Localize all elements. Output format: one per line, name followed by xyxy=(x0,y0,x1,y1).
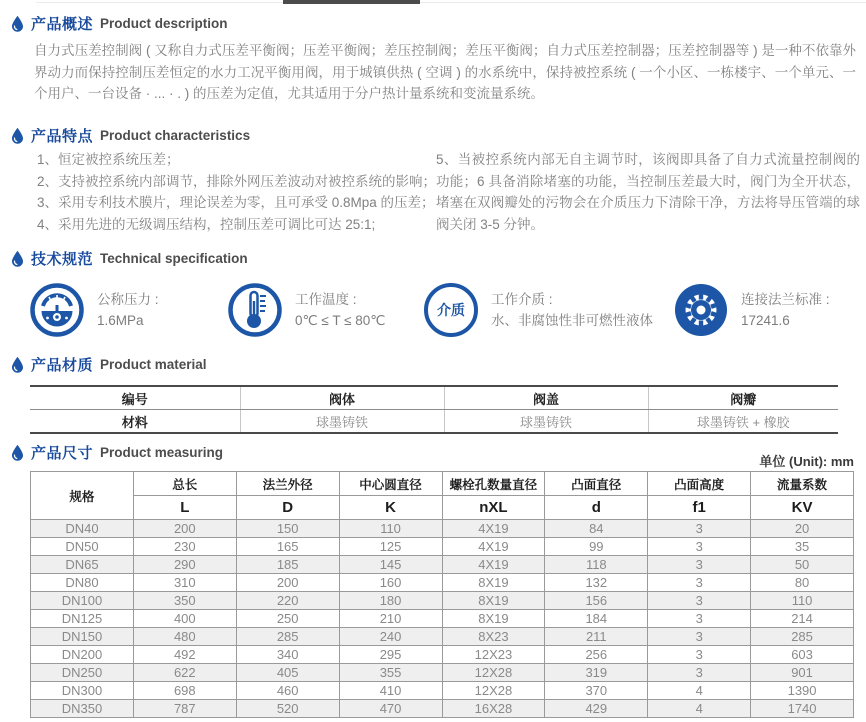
spec-value: 17241.6 xyxy=(741,313,790,328)
measuring-cell: DN65 xyxy=(31,556,134,574)
measuring-cell: 3 xyxy=(648,574,751,592)
spec-text xyxy=(491,289,653,331)
spec-text xyxy=(741,289,830,331)
table-row xyxy=(31,556,854,574)
measuring-cell: 200 xyxy=(133,520,236,538)
spec-text xyxy=(97,289,159,331)
table-row xyxy=(31,592,854,610)
measuring-cell: 150 xyxy=(236,520,339,538)
measuring-cell: 410 xyxy=(339,682,442,700)
characteristic-item: 3、采用专利技术膜片，理论误差为零，且可承受 0.8Mpa 的压差； xyxy=(37,195,435,210)
characteristic-item: 4、采用先进的无级调压结构，控制压差可调比可达 25:1; xyxy=(37,216,376,232)
measuring-cell: 787 xyxy=(133,700,236,718)
material-cell: 球墨铸铁 + 橡胶 xyxy=(648,410,838,434)
measuring-cell: 3 xyxy=(648,538,751,556)
measuring-cell: 460 xyxy=(236,682,339,700)
measuring-cell: 4X19 xyxy=(442,520,545,538)
measuring-cell: 405 xyxy=(236,664,339,682)
measuring-cell: 429 xyxy=(545,700,648,718)
table-row xyxy=(31,538,854,556)
measuring-cell: 84 xyxy=(545,520,648,538)
measuring-cell: DN125 xyxy=(31,610,134,628)
table-row xyxy=(31,682,854,700)
measuring-cell: 370 xyxy=(545,682,648,700)
measuring-table xyxy=(30,471,854,718)
measuring-cell: DN200 xyxy=(31,646,134,664)
measuring-cell: 901 xyxy=(751,664,854,682)
measuring-cell: 8X19 xyxy=(442,574,545,592)
measuring-col-header: 凸面高度 xyxy=(648,472,751,496)
section-header-measuring xyxy=(11,442,223,463)
table-row xyxy=(31,574,854,592)
table-row xyxy=(31,628,854,646)
measuring-cell: 340 xyxy=(236,646,339,664)
section-title-en: Technical specification xyxy=(100,251,248,266)
section-title-zh: 产品特点 xyxy=(31,128,94,145)
measuring-cell: 319 xyxy=(545,664,648,682)
spec-value: 1.6MPa xyxy=(97,313,144,328)
measuring-cell: 20 xyxy=(751,520,854,538)
table-row xyxy=(31,646,854,664)
table-row xyxy=(30,410,838,434)
measuring-cell: 145 xyxy=(339,556,442,574)
measuring-cell: DN100 xyxy=(31,592,134,610)
material-cell: 球墨铸铁 xyxy=(444,410,648,434)
measuring-cell: DN350 xyxy=(31,700,134,718)
measuring-cell: 16X28 xyxy=(442,700,545,718)
measuring-cell: 310 xyxy=(133,574,236,592)
measuring-cell: 8X19 xyxy=(442,610,545,628)
measuring-cell: 285 xyxy=(236,628,339,646)
measuring-cell: 132 xyxy=(545,574,648,592)
section-title-en: Product material xyxy=(100,357,207,372)
measuring-cell: 520 xyxy=(236,700,339,718)
measuring-cell: 110 xyxy=(751,592,854,610)
measuring-col-header: 流量系数 xyxy=(751,472,854,496)
overview-paragraph: 自力式压差控制阀 ( 又称自力式压差平衡阀；压差平衡阀；差压控制阀；差压平衡阀；自力式压差控制器；压差控制器等 ) 是一种不依靠外界动力而保持控制压差恒定的水力工况平衡用阀，用于城镇供热 ( 空调 ) 的水系统中，保持被控系统 ( 一个小区、一栋楼宇、一个单元、一个用户、一台设备 · ... · . ) 的压差为定值，尤其适用于分户热计量系统和变流量系统。 xyxy=(34,43,856,101)
measuring-cell: 99 xyxy=(545,538,648,556)
measuring-header-row-zh xyxy=(31,472,854,496)
spec-text xyxy=(295,289,385,331)
measuring-cell: 3 xyxy=(648,520,751,538)
measuring-cell: 350 xyxy=(133,592,236,610)
section-title-en: Product measuring xyxy=(100,445,224,460)
measuring-cell: DN40 xyxy=(31,520,134,538)
measuring-cell: 156 xyxy=(545,592,648,610)
measuring-cell: 3 xyxy=(648,664,751,682)
material-col-header: 阀瓣 xyxy=(648,386,838,410)
water-drop-icon xyxy=(11,15,24,32)
measuring-cell: 185 xyxy=(236,556,339,574)
spec-item-flange-standard xyxy=(674,283,830,337)
pressure-gauge-icon xyxy=(30,283,84,337)
measuring-cell: 12X23 xyxy=(442,646,545,664)
measuring-cell: DN80 xyxy=(31,574,134,592)
measuring-cell: 118 xyxy=(545,556,648,574)
measuring-cell: 256 xyxy=(545,646,648,664)
measuring-cell: 35 xyxy=(751,538,854,556)
measuring-cell: 250 xyxy=(236,610,339,628)
section-header-characteristics xyxy=(11,125,250,146)
measuring-cell: 603 xyxy=(751,646,854,664)
measuring-cell: 4X19 xyxy=(442,538,545,556)
material-header-row xyxy=(30,386,838,410)
measuring-col-code: f1 xyxy=(648,496,751,520)
section-header-overview xyxy=(11,13,228,34)
spec-item-pressure xyxy=(30,283,159,337)
spec-value: 0℃ ≤ T ≤ 80℃ xyxy=(295,313,386,328)
measuring-cell: 125 xyxy=(339,538,442,556)
material-col-header: 编号 xyxy=(30,386,240,410)
top-divider-line xyxy=(36,2,866,3)
characteristic-item: 2、支持被控系统内部调节，排除外网压差波动对被控系统的影响； xyxy=(37,173,437,189)
spec-value: 水、非腐蚀性非可燃性液体 xyxy=(491,313,653,328)
measuring-col-code: d xyxy=(545,496,648,520)
table-row xyxy=(31,610,854,628)
measuring-cell: 165 xyxy=(236,538,339,556)
water-drop-icon xyxy=(11,127,24,144)
thermometer-icon xyxy=(228,283,282,337)
measuring-cell: 110 xyxy=(339,520,442,538)
flange-standard-icon xyxy=(674,283,728,337)
table-row xyxy=(31,664,854,682)
spec-label: 公称压力 : xyxy=(97,292,159,307)
measuring-cell: 355 xyxy=(339,664,442,682)
section-title-en: Product description xyxy=(100,16,228,31)
measuring-cell: 4 xyxy=(648,700,751,718)
spec-label: 工作温度 : xyxy=(295,292,357,307)
section-title-zh: 产品材质 xyxy=(31,357,94,374)
measuring-col-header: 螺栓孔数量直径 xyxy=(442,472,545,496)
material-table xyxy=(30,385,838,434)
section-title-zh: 技术规范 xyxy=(31,251,94,268)
measuring-cell: 220 xyxy=(236,592,339,610)
measuring-cell: 8X19 xyxy=(442,592,545,610)
material-col-header: 阀盖 xyxy=(444,386,648,410)
measuring-cell: 492 xyxy=(133,646,236,664)
material-cell: 材料 xyxy=(121,414,148,430)
section-title-en: Product characteristics xyxy=(100,128,251,143)
measuring-col-header: 总长 xyxy=(133,472,236,496)
material-cell: 球墨铸铁 xyxy=(240,410,444,434)
top-divider-bar xyxy=(283,0,420,4)
measuring-cell: 50 xyxy=(751,556,854,574)
measuring-cell: 400 xyxy=(133,610,236,628)
measuring-cell: DN50 xyxy=(31,538,134,556)
measuring-cell: 285 xyxy=(751,628,854,646)
measuring-cell: 480 xyxy=(133,628,236,646)
measuring-cell: 240 xyxy=(339,628,442,646)
measuring-cell: DN150 xyxy=(31,628,134,646)
table-row xyxy=(31,700,854,718)
measuring-cell: 698 xyxy=(133,682,236,700)
measuring-cell: 1740 xyxy=(751,700,854,718)
measuring-cell: DN250 xyxy=(31,664,134,682)
measuring-cell: DN300 xyxy=(31,682,134,700)
spec-item-medium xyxy=(424,283,653,337)
table-row xyxy=(31,520,854,538)
measuring-cell: 3 xyxy=(648,610,751,628)
measuring-cell: 4 xyxy=(648,682,751,700)
measuring-cell: 3 xyxy=(648,556,751,574)
measuring-col-code: K xyxy=(339,496,442,520)
unit-label: 单位 (Unit): mm xyxy=(759,454,854,469)
measuring-cell: 3 xyxy=(648,628,751,646)
measuring-cell: 8X23 xyxy=(442,628,545,646)
measuring-cell: 200 xyxy=(236,574,339,592)
measuring-cell: 160 xyxy=(339,574,442,592)
measuring-cell: 470 xyxy=(339,700,442,718)
water-drop-icon xyxy=(11,356,24,373)
measuring-col-code: KV xyxy=(751,496,854,520)
water-drop-icon xyxy=(11,444,24,461)
characteristics-list-left xyxy=(37,149,437,235)
measuring-cell: 622 xyxy=(133,664,236,682)
measuring-cell: 4X19 xyxy=(442,556,545,574)
measuring-cell: 80 xyxy=(751,574,854,592)
measuring-col-code: D xyxy=(236,496,339,520)
measuring-cell: 12X28 xyxy=(442,682,545,700)
measuring-col-code: L xyxy=(133,496,236,520)
measuring-cell: 214 xyxy=(751,610,854,628)
measuring-cell: 3 xyxy=(648,592,751,610)
measuring-cell: 12X28 xyxy=(442,664,545,682)
spec-item-temperature xyxy=(228,283,385,337)
measuring-cell: 1390 xyxy=(751,682,854,700)
measuring-cell: 211 xyxy=(545,628,648,646)
measuring-cell: 230 xyxy=(133,538,236,556)
characteristics-paragraph-right: 5、当被控系统内部无自主调节时，该阀即具备了自力式流量控制阀的功能；6 具备消除堵塞的功能，当控制压差最大时，阀门为全开状态，堵塞在双阀瓣处的污物会在介质压力下清除干净，方法将导压管端的球阀关闭 3-5 分钟。 xyxy=(436,152,860,232)
measuring-cell: 3 xyxy=(648,646,751,664)
medium-icon: 介质 xyxy=(424,283,478,337)
measuring-col-code: nXL xyxy=(442,496,545,520)
measuring-cell: 290 xyxy=(133,556,236,574)
section-header-specs xyxy=(11,248,248,269)
spec-label: 工作介质 : xyxy=(491,292,553,307)
measuring-col-header: 凸面直径 xyxy=(545,472,648,496)
measuring-col-header: 中心圆直径 xyxy=(339,472,442,496)
measuring-cell: 295 xyxy=(339,646,442,664)
measuring-cell: 180 xyxy=(339,592,442,610)
measuring-cell: 184 xyxy=(545,610,648,628)
material-col-header: 阀体 xyxy=(240,386,444,410)
section-title-zh: 产品尺寸 xyxy=(31,445,94,462)
measuring-col-header: 规格 xyxy=(31,472,134,520)
measuring-header-row-code xyxy=(31,496,854,520)
characteristic-item: 1、恒定被控系统压差； xyxy=(37,152,180,167)
measuring-col-header: 法兰外径 xyxy=(236,472,339,496)
spec-label: 连接法兰标准 : xyxy=(741,292,830,307)
section-header-material xyxy=(11,354,207,375)
measuring-cell: 210 xyxy=(339,610,442,628)
section-title-zh: 产品概述 xyxy=(31,16,94,33)
water-drop-icon xyxy=(11,250,24,267)
